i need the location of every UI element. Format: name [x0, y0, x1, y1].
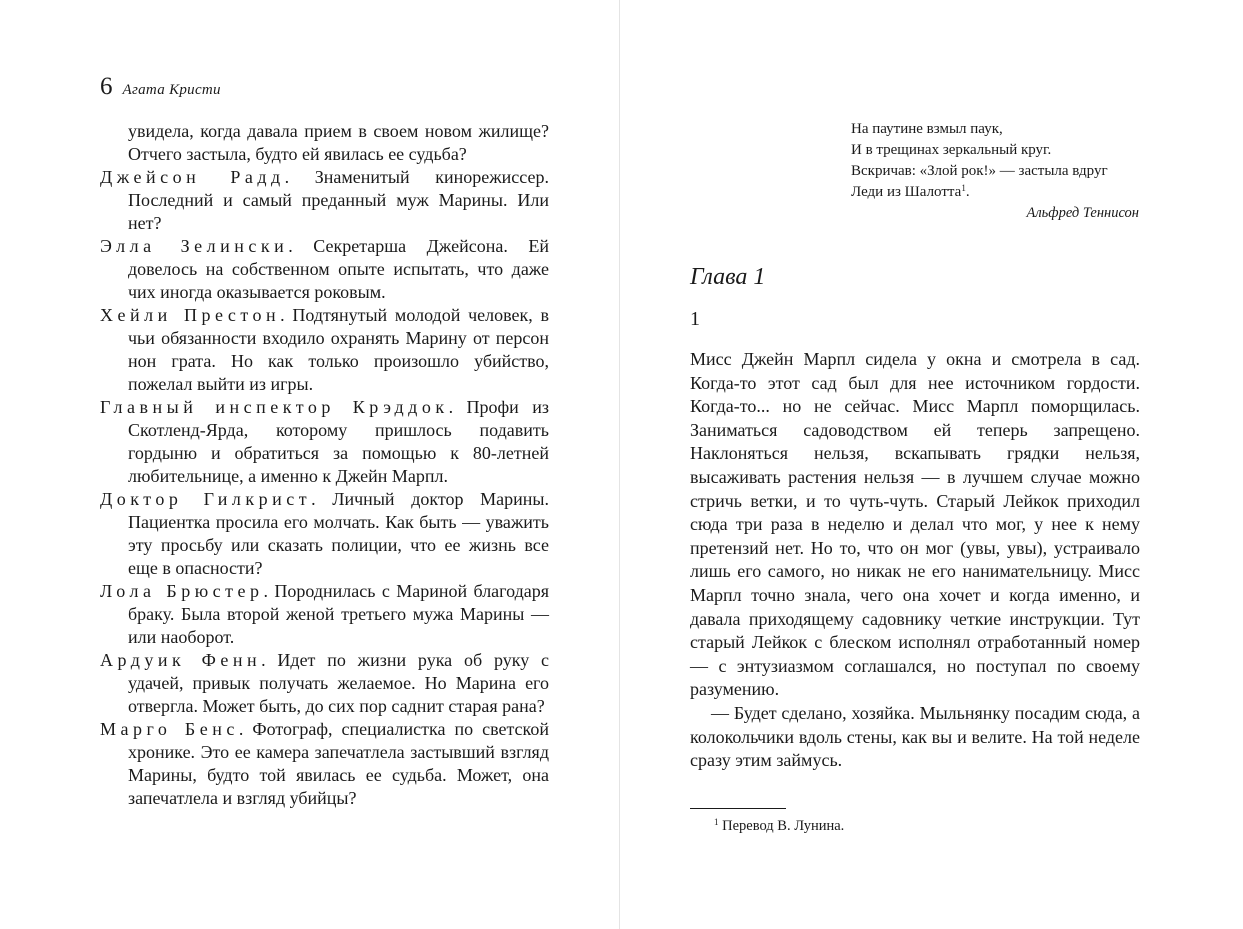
cast-description: . Личный доктор Марины. Пациентка просила его молчать. Как быть — уважить эту просьбу или сказать полиции, что ее жизнь все еще в опасности?	[128, 489, 549, 578]
epigraph-line-end: .	[965, 184, 970, 200]
epigraph-line-last	[851, 182, 1139, 203]
cast-entry-continuation	[100, 120, 549, 166]
chapter-title: Глава 1	[690, 264, 766, 290]
cast-entry	[100, 396, 549, 488]
cast-name: Ардуик Фенн	[100, 650, 262, 670]
cast-entry	[100, 718, 549, 810]
chapter-body	[690, 348, 1140, 773]
footnote-reference[interactable]: 1	[961, 183, 966, 193]
cast-name: Главный инспектор Крэддок	[100, 397, 449, 417]
footnote-separator	[690, 808, 786, 809]
epigraph-line-text: Леди из Шалотта	[851, 184, 962, 200]
cast-description: увидела, когда давала прием в своем новом жилище? Отчего застыла, будто ей явилась ее судьба?	[128, 121, 549, 164]
footnote	[714, 816, 844, 836]
cast-name: Лола Брюстер	[100, 581, 264, 601]
footnote-text: Перевод В. Лунина.	[718, 818, 845, 834]
epigraph-line: На паутине взмыл паук,	[851, 121, 1003, 137]
section-number: 1	[690, 308, 700, 330]
running-head	[100, 72, 221, 102]
cast-description: . Знаменитый кинорежиссер. Последний и самый преданный муж Марины. Или нет?	[128, 167, 549, 233]
cast-entry	[100, 304, 549, 396]
right-page	[620, 0, 1243, 929]
footnote-marker: 1	[714, 817, 719, 827]
cast-entry	[100, 235, 549, 304]
cast-entry	[100, 580, 549, 649]
left-page	[0, 0, 619, 929]
cast-of-characters-list	[100, 120, 549, 810]
cast-entry	[100, 649, 549, 718]
cast-description: . Породнилась с Мариной благодаря браку. Была второй женой третьего мужа Марины — или наоборот.	[128, 581, 550, 647]
cast-name: Хейли Престон	[100, 305, 281, 325]
cast-description: . Идет по жизни рука об руку с удачей, привык получать желаемое. Но Марина его отвергла. Может быть, до сих пор саднит старая рана?	[128, 650, 549, 716]
epigraph-line: И в трещинах зеркальный круг.	[851, 142, 1052, 158]
cast-name: Доктор Гилкрист	[100, 489, 312, 509]
cast-description: . Подтянутый молодой человек, в чьи обязанности входило охранять Марину от персон нон грата. Но как только произошло убийство, пожелал выйти из игры.	[128, 305, 549, 394]
cast-entry	[100, 166, 549, 235]
cast-description: . Фотограф, специалистка по светской хронике. Это ее камера запечатлела застывший взгляд Марины, будто той явилась ее судьба. Может, она запечатлела и взгляд убийцы?	[128, 719, 549, 808]
epigraph-line: Вскричав: «Злой рок!» — застыла вдруг	[851, 163, 1108, 179]
page-number: 6	[100, 73, 113, 100]
cast-name: Элла Зелински	[100, 236, 289, 256]
cast-description: . Секретарша Джейсона. Ей довелось на собственном опыте испытать, что даже чих иногда оказывается роковым.	[128, 236, 549, 302]
dialogue-paragraph: — Будет сделано, хозяйка. Мыльнянку посадим сюда, а колокольчики вдоль стены, как вы и велите. На той неделе сразу этим займусь.	[690, 702, 1140, 771]
epigraph	[851, 119, 1139, 224]
cast-name: Джейсон Радд	[100, 167, 285, 187]
cast-name: Марго Бенс	[100, 719, 239, 739]
paragraph: Мисс Джейн Марпл сидела у окна и смотрела в сад. Когда-то этот сад был для нее источником гордости. Когда-то... но не сейчас. Мисс Марпл поморщилась. Заниматься садоводством ей теперь запрещено. Наклоняться нельзя, вскапывать грядки нельзя, высаживать растения нельзя — в лучшем случае можно стричь ветки, и то чуть-чуть. Старый Лейкок приходил сюда три раза в неделю и делал что мог, у нее к нему претензий нет. Но то, что он мог (увы, увы), устраивало лишь его самого, но никак не его нанимательницу. Мисс Марпл точно знала, чего она хочет и когда именно, и давала приходящему садовнику четкие инструкции. Тут старый Лейкок с блеском исполнял отработанный номер — с энтузиазмом соглашался, но поступал по своему разумению.	[690, 349, 1140, 700]
cast-description: . Профи из Скотленд-Ярда, которому пришлось подавить гордыню и обратиться за помощью к 80-летней любительнице, а именно к Джейн Марпл.	[128, 397, 549, 486]
cast-entry	[100, 488, 549, 580]
epigraph-author: Альфред Теннисон	[1026, 205, 1139, 221]
running-title-author: Агата Кристи	[122, 82, 221, 98]
